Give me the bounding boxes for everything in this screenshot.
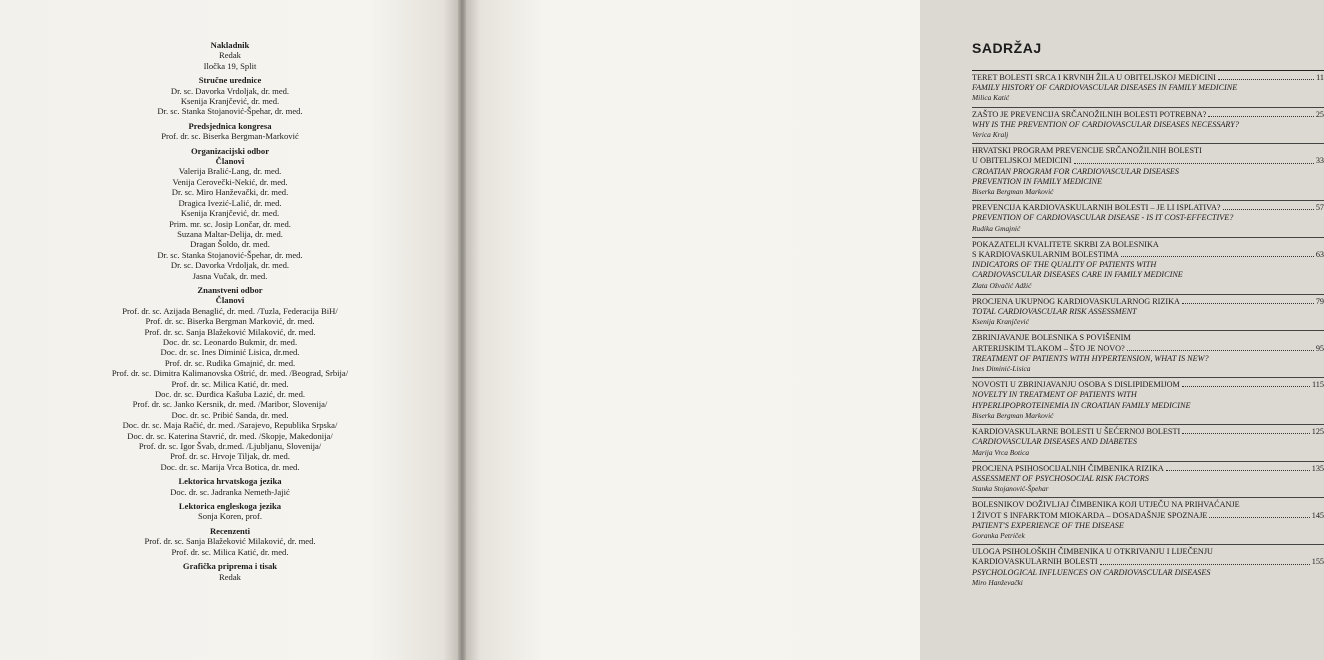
- imprint-heading: Predsjednica kongresa: [188, 120, 272, 131]
- toc-english-title: PATIENT'S EXPERIENCE OF THE DISEASE: [972, 520, 1124, 530]
- toc-title-line: [972, 240, 1324, 250]
- toc-entry[interactable]: [972, 200, 1324, 237]
- toc-title-line: [972, 547, 1324, 557]
- imprint-line: Dr. sc. Miro Hanževački, dr. med.: [171, 187, 289, 198]
- toc-english-title: CROATIAN PROGRAM FOR CARDIOVASCULAR DISEASES: [972, 166, 1179, 176]
- left-page: [0, 0, 462, 660]
- imprint-line: Prim. mr. sc. Josip Lončar, dr. med.: [169, 218, 291, 229]
- imprint-heading: Lektorica hrvatskoga jezika: [178, 476, 282, 487]
- toc-entry[interactable]: [972, 107, 1324, 144]
- toc-entry-title: PROCJENA PSIHOSOCIJALNIH ČIMBENIKA RIZIKA: [972, 463, 1164, 473]
- toc-title-line: [972, 333, 1324, 343]
- imprint-section: [60, 40, 400, 71]
- toc-author: Ines Diminić-Lisica: [972, 364, 1031, 374]
- imprint-subheading: Članovi: [215, 295, 245, 306]
- toc-leader-dots: [1100, 557, 1310, 564]
- toc-author: Zlata Ožvačić Adžić: [972, 280, 1032, 290]
- toc-author: Ksenija Kranjčević: [972, 317, 1029, 327]
- toc-leader-dots: [1074, 156, 1314, 163]
- toc-entry[interactable]: [972, 330, 1324, 377]
- toc-entry-title: ULOGA PSIHOLOŠKIH ČIMBENIKA U OTKRIVANJU I LIJEČENJU: [972, 547, 1213, 557]
- imprint-section: [60, 146, 400, 281]
- imprint-line: Prof. dr. sc. Rudika Gmajnić, dr. med.: [164, 357, 296, 368]
- toc-entry-title: I ŽIVOT S INFARKTOM MIOKARDA – DOSADAŠNJE SPOZNAJE: [972, 510, 1208, 520]
- toc-page-number: 57: [1315, 203, 1324, 213]
- imprint-heading: Stručne urednice: [198, 75, 262, 86]
- imprint-line: Doc. dr. sc. Maja Račić, dr. med. /Sarajevo, Republika Srpska/: [122, 420, 338, 431]
- imprint-section: [60, 476, 400, 497]
- imprint-line: Prof. dr. sc. Hrvoje Tiljak, dr. med.: [170, 451, 290, 462]
- imprint-line: Ksenija Kranjčević, dr. med.: [180, 208, 280, 219]
- toc-title-line: [972, 557, 1324, 567]
- toc-entry[interactable]: [972, 143, 1324, 200]
- toc-author: Marija Vrca Botica: [972, 447, 1030, 457]
- imprint-line: Doc. dr. sc. Jadranka Nemeth-Jajić: [170, 486, 290, 497]
- right-page: [462, 0, 1324, 660]
- toc-author: Stanka Stojanović-Špehar: [972, 484, 1049, 494]
- imprint-line: Valerija Bralić-Lang, dr. med.: [178, 166, 282, 177]
- imprint-line: Venija Cerovečki-Nekić, dr. med.: [172, 176, 288, 187]
- imprint-line: Prof. dr. sc. Azijada Benaglić, dr. med. /Tuzla, Federacija BiH/: [122, 305, 338, 316]
- imprint-section: [60, 75, 400, 117]
- toc-english-title: PREVENTION IN FAMILY MEDICINE: [972, 176, 1102, 186]
- toc-english-title: HYPERLIPOPROTEINEMIA IN CROATIAN FAMILY MEDICINE: [972, 400, 1191, 410]
- imprint-line: Sonja Koren, prof.: [198, 511, 262, 522]
- imprint-line: Dragica Ivezić-Lalić, dr. med.: [178, 197, 282, 208]
- toc-entry[interactable]: [972, 237, 1324, 294]
- toc-page-number: 125: [1311, 427, 1324, 437]
- toc-author: Milica Katić: [972, 93, 1010, 103]
- imprint-line: Prof. dr. sc. Igor Švab, dr.med. /Ljubljanu, Slovenija/: [138, 441, 322, 452]
- toc-title-line: [972, 156, 1324, 166]
- toc-entry[interactable]: [972, 70, 1324, 107]
- imprint-line: Prof. dr. sc. Sanja Blažeković Milaković, dr. med.: [144, 326, 316, 337]
- imprint-section: [60, 501, 400, 522]
- toc-english-title: CARDIOVASCULAR DISEASES CARE IN FAMILY MEDICINE: [972, 270, 1183, 280]
- toc-page-number: 25: [1315, 109, 1324, 119]
- toc-leader-dots: [1223, 203, 1314, 210]
- imprint-line: Doc. dr. sc. Marija Vrca Botica, dr. med.: [160, 461, 300, 472]
- toc-entry[interactable]: [972, 294, 1324, 331]
- imprint-line: Doc. dr. sc. Katerina Stavrić, dr. med. /Skopje, Makedonija/: [127, 430, 333, 441]
- toc-english-title: TREATMENT OF PATIENTS WITH HYPERTENSION, WHAT IS NEW?: [972, 353, 1209, 363]
- imprint-heading: Grafička priprema i tisak: [182, 561, 278, 572]
- imprint-line: Redak: [219, 571, 241, 582]
- toc-english-title: WHY IS THE PREVENTION OF CARDIOVASCULAR DISEASES NECESSARY?: [972, 119, 1239, 129]
- imprint-line: Redak: [219, 50, 241, 61]
- toc-entry-title: S KARDIOVASKULARNIM BOLESTIMA: [972, 250, 1119, 260]
- toc-leader-dots: [1127, 344, 1314, 351]
- toc-entry[interactable]: [972, 377, 1324, 424]
- toc-title-line: [972, 464, 1324, 474]
- toc-entry[interactable]: [972, 424, 1324, 461]
- imprint-line: Prof. dr. sc. Biserka Bergman-Marković: [161, 131, 299, 142]
- toc-title-line: [972, 146, 1324, 156]
- imprint-line: Dr. sc. Stanka Stojanović-Špehar, dr. med.: [157, 249, 303, 260]
- toc-entry[interactable]: [972, 461, 1324, 498]
- toc-leader-dots: [1166, 464, 1310, 471]
- imprint-line: Jasna Vučak, dr. med.: [192, 270, 268, 281]
- toc-title: SADRŽAJ: [972, 40, 1042, 56]
- imprint-section: [60, 526, 400, 557]
- toc-entry-title: ARTERIJSKIM TLAKOM – ŠTO JE NOVO?: [972, 343, 1125, 353]
- imprint-block: [60, 40, 400, 586]
- imprint-subheading: Članovi: [215, 156, 245, 167]
- toc-entry-title: TERET BOLESTI SRCA I KRVNIH ŽILA U OBITELJSKOJ MEDICINI: [972, 73, 1216, 82]
- toc-entry[interactable]: [972, 544, 1324, 591]
- toc-page-number: 145: [1311, 510, 1324, 520]
- imprint-heading: Nakladnik: [210, 40, 250, 50]
- toc-title-line: [972, 203, 1324, 213]
- toc-english-title: PREVENTION OF CARDIOVASCULAR DISEASE - IS IT COST-EFFECTIVE?: [972, 213, 1234, 223]
- toc-page-number: 155: [1311, 557, 1324, 567]
- toc-english-title: TOTAL CARDIOVASCULAR RISK ASSESSMENT: [972, 307, 1137, 317]
- toc-title-line: [972, 73, 1324, 83]
- toc-author: Rudika Gmajnić: [972, 223, 1021, 233]
- toc-entry-title: PROCJENA UKUPNOG KARDIOVASKULARNOG RIZIKA: [972, 296, 1180, 306]
- toc-english-title: INDICATORS OF THE QUALITY OF PATIENTS WITH: [972, 260, 1157, 270]
- imprint-line: Doc. dr. sc. Leonardo Bukmir, dr. med.: [162, 336, 298, 347]
- toc-title-line: [972, 380, 1324, 390]
- toc-entry-title: ZBRINJAVANJE BOLESNIKA S POVIŠENIM: [972, 333, 1131, 343]
- toc-leader-dots: [1208, 110, 1313, 117]
- toc-title-line: [972, 500, 1324, 510]
- toc-title-line: [972, 110, 1324, 120]
- toc-title-line: [972, 250, 1324, 260]
- imprint-line: Iločka 19, Split: [203, 60, 257, 71]
- imprint-section: [60, 121, 400, 142]
- toc-english-title: CARDIOVASCULAR DISEASES AND DIABETES: [972, 437, 1138, 447]
- imprint-line: Suzana Maltar-Delija, dr. med.: [177, 228, 283, 239]
- imprint-line: Prof. dr. sc. Sanja Blažeković Milaković, dr. med.: [144, 536, 316, 547]
- imprint-line: Ksenija Kranjčević, dr. med.: [180, 96, 280, 107]
- toc-page-number: 63: [1315, 250, 1324, 260]
- imprint-line: Doc. dr. sc. Đurđica Kašuba Lazić, dr. med.: [154, 389, 306, 399]
- toc-english-title: ASSESSMENT OF PSYCHOSOCIAL RISK FACTORS: [972, 473, 1149, 483]
- imprint-heading: Lektorica engleskoga jezika: [178, 501, 282, 512]
- toc-leader-dots: [1121, 250, 1314, 257]
- toc-english-title: PSYCHOLOGICAL INFLUENCES ON CARDIOVASCULAR DISEASES: [972, 567, 1211, 577]
- toc-page-number: 33: [1315, 156, 1324, 166]
- toc-title-line: [972, 344, 1324, 354]
- imprint-line: Prof. dr. sc. Milica Katić, dr. med.: [171, 378, 289, 389]
- imprint-line: Dr. sc. Davorka Vrdoljak, dr. med.: [170, 260, 290, 271]
- imprint-line: Dr. sc. Stanka Stojanović-Špehar, dr. med.: [157, 106, 303, 117]
- toc-entry-title: KARDIOVASKULARNE BOLESTI U ŠEĆERNOJ BOLESTI: [972, 427, 1181, 437]
- toc-entry-title: POKAZATELJI KVALITETE SKRBI ZA BOLESNIKA: [972, 239, 1159, 249]
- toc-title-line: [972, 297, 1324, 307]
- toc-author: Goranka Petriček: [972, 530, 1025, 540]
- book-gutter: [458, 0, 466, 660]
- toc-page-number: 115: [1312, 380, 1324, 390]
- toc-leader-dots: [1182, 297, 1314, 304]
- toc-page-number: 135: [1311, 463, 1324, 473]
- toc-english-title: FAMILY HISTORY OF CARDIOVASCULAR DISEASES IN FAMILY MEDICINE: [972, 83, 1238, 93]
- toc-page-number: 11: [1316, 73, 1324, 82]
- imprint-heading: Organizacijski odbor: [190, 145, 270, 156]
- toc-entry-title: ZAŠTO JE PREVENCIJA SRČANOŽILNIH BOLESTI POTREBNA?: [972, 109, 1207, 119]
- imprint-line: Prof. dr. sc. Milica Katić, dr. med.: [171, 546, 289, 557]
- toc-author: Verica Kralj: [972, 130, 1009, 140]
- toc-entry[interactable]: [972, 497, 1324, 544]
- toc-entry-title: KARDIOVASKULARNIH BOLESTI: [972, 557, 1098, 567]
- toc-title-line: [972, 511, 1324, 521]
- imprint-section: [60, 561, 400, 582]
- toc-leader-dots: [1182, 427, 1310, 434]
- imprint-line: Dr. sc. Davorka Vrdoljak, dr. med.: [170, 85, 290, 96]
- toc-entry-title: NOVOSTI U ZBRINJAVANJU OSOBA S DISLIPIDEMIJOM: [972, 380, 1180, 390]
- toc-leader-dots: [1182, 380, 1310, 387]
- toc-english-title: NOVELTY IN TREATMENT OF PATIENTS WITH: [972, 390, 1137, 400]
- imprint-line: Doc. dr. sc. Pribić Sanda, dr. med.: [171, 409, 289, 420]
- toc-author: Miro Hanževački: [972, 577, 1023, 587]
- toc-entry-title: HRVATSKI PROGRAM PREVENCIJE SRČANOŽILNIH BOLESTI: [972, 146, 1202, 156]
- toc-leader-dots: [1218, 73, 1314, 80]
- toc-page-number: 79: [1315, 296, 1324, 306]
- toc-entry-title: PREVENCIJA KARDIOVASKULARNIH BOLESTI – JE LI ISPLATIVA?: [972, 203, 1221, 213]
- imprint-line: Prof. dr. sc. Janko Kersnik, dr. med. /Maribor, Slovenija/: [132, 399, 328, 410]
- toc-page-number: 95: [1315, 343, 1324, 353]
- toc-entry-title: U OBITELJSKOJ MEDICINI: [972, 156, 1072, 166]
- imprint-section: [60, 285, 400, 472]
- imprint-line: Doc. dr. sc. Ines Diminić Lisica, dr.med.: [160, 347, 300, 358]
- toc-author: Biserka Bergman Marković: [972, 187, 1054, 197]
- imprint-line: Prof. dr. sc. Dimitra Kalimanovska Oštrić, dr. med. /Beograd, Srbija/: [111, 368, 349, 379]
- toc-entry-title: BOLESNIKOV DOŽIVLJAJ ČIMBENIKA KOJI UTJEČU NA PRIHVAĆANJE: [972, 500, 1240, 510]
- toc-author: Biserka Bergman Marković: [972, 410, 1054, 420]
- imprint-line: Prof. dr. sc. Biserka Bergman Marković, dr. med.: [145, 316, 315, 327]
- imprint-heading: Znanstveni odbor: [197, 284, 263, 295]
- toc-leader-dots: [1209, 511, 1309, 518]
- imprint-line: Dragan Šoldo, dr. med.: [190, 239, 270, 250]
- toc-title-line: [972, 427, 1324, 437]
- imprint-heading: Recenzenti: [209, 525, 251, 536]
- table-of-contents: [972, 70, 1324, 591]
